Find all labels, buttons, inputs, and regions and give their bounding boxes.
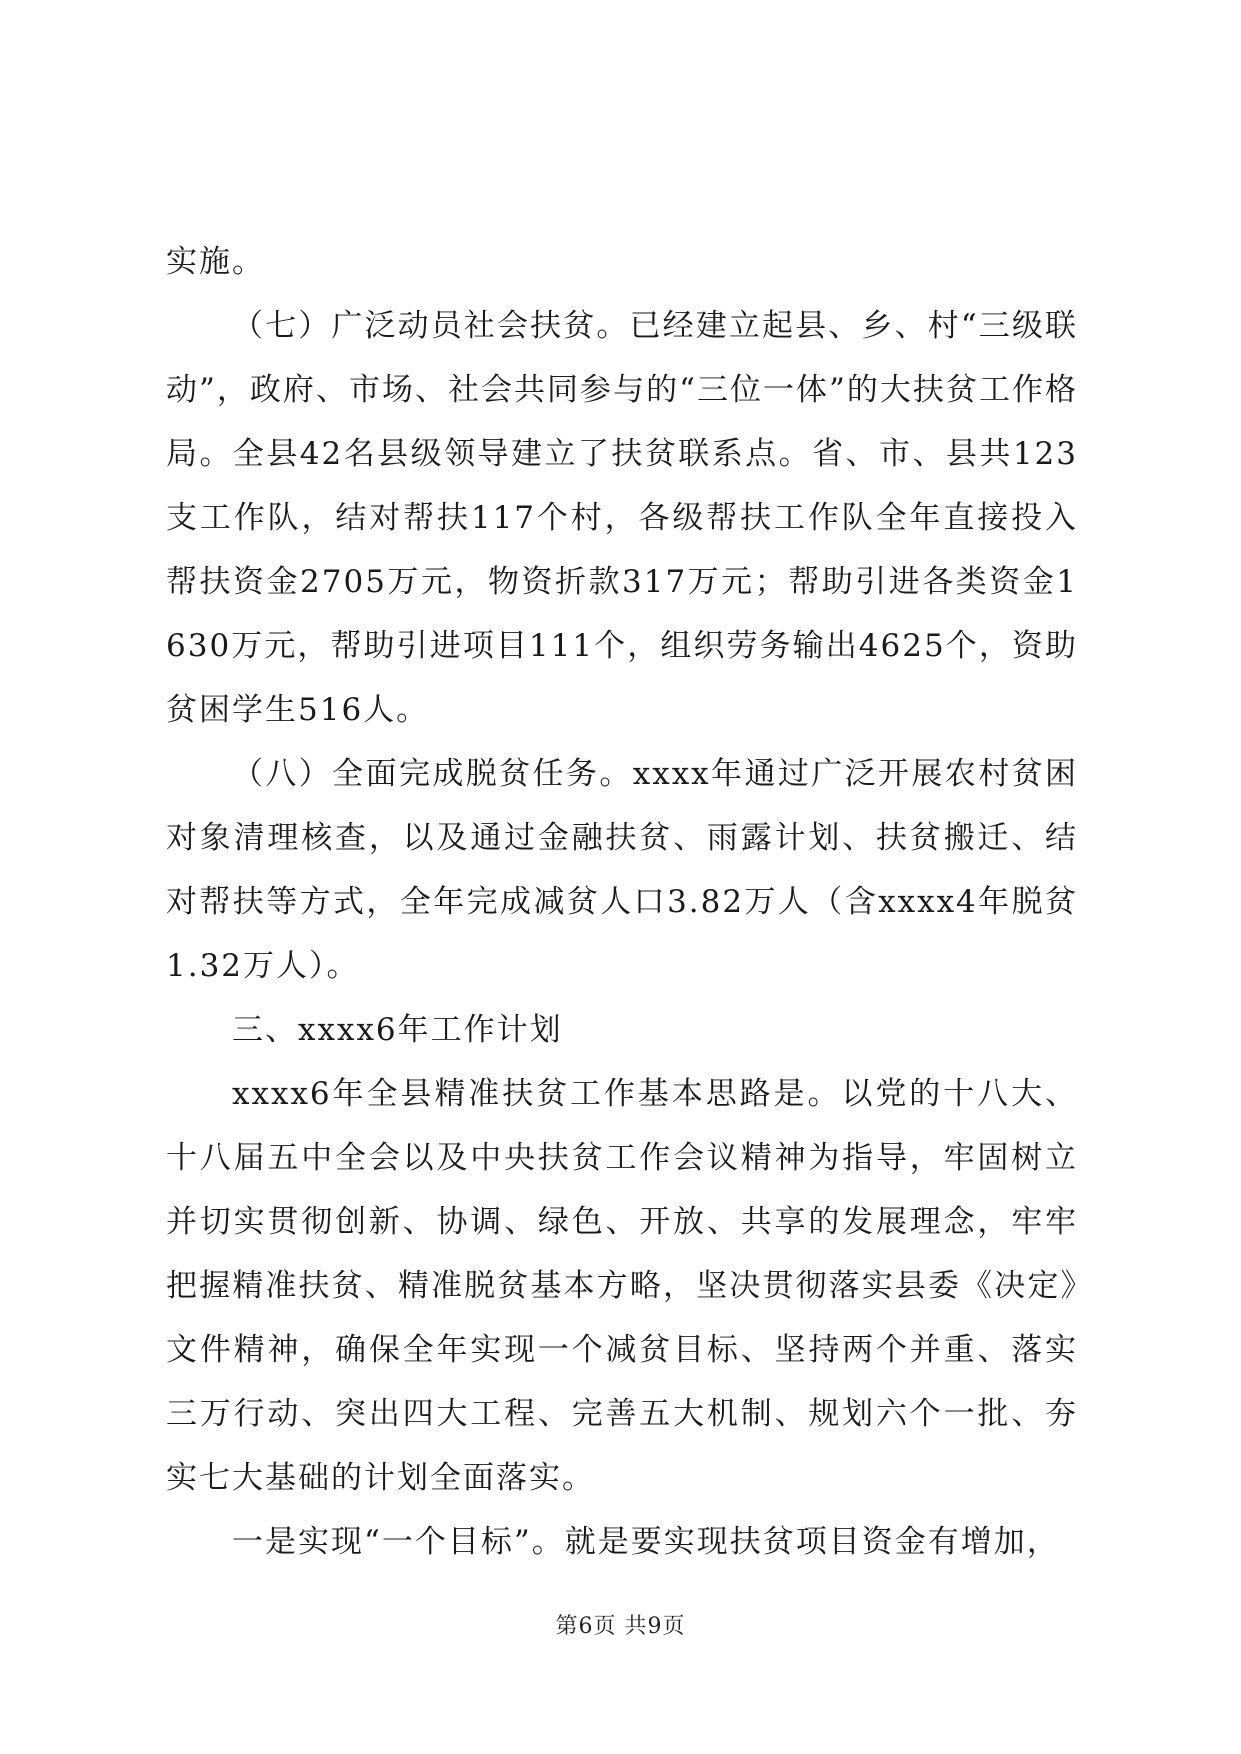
paragraph-one-goal: 一是实现“一个目标”。就是要实现扶贫项目资金有增加，	[232, 1524, 1060, 1560]
page-footer: 第6页 共9页	[555, 1614, 686, 1639]
paragraph-poverty-reduction-tasks: （八）全面完成脱贫任务。xxxx年通过广泛开展农村贫困对象清理核查，以及通过金融扶贫、雨露计划、扶贫搬迁、结对帮扶等方式，全年完成减贫人口3.82万人（含xxxx4年脱贫1.32万人）。	[166, 756, 1078, 984]
paragraph-social-poverty-alleviation: （七）广泛动员社会扶贫。已经建立起县、乡、村“三级联动”，政府、市场、社会共同参与的“三位一体”的大扶贫工作格局。全县42名县级领导建立了扶贫联系点。省、市、县共123支工作队，结对帮扶117个村，各级帮扶工作队全年直接投入帮扶资金2705万元，物资折款317万元；帮助引进各类资金1630万元，帮助引进项目111个，组织劳务输出4625个，资助贫困学生516人。	[166, 308, 1078, 728]
section-heading-work-plan: 三、xxxx6年工作计划	[232, 1012, 563, 1048]
paragraph-continuation: 实施。	[166, 244, 265, 280]
document-body	[166, 230, 1078, 1574]
paragraph-basic-approach: xxxx6年全县精准扶贫工作基本思路是。以党的十八大、十八届五中全会以及中央扶贫工作会议精神为指导，牢固树立并切实贯彻创新、协调、绿色、开放、共享的发展理念，牢牢把握精准扶贫、精准脱贫基本方略，坚决贯彻落实县委《决定》文件精神，确保全年实现一个减贫目标、坚持两个并重、落实三万行动、突出四大工程、完善五大机制、规划六个一批、夯实七大基础的计划全面落实。	[166, 1076, 1078, 1496]
